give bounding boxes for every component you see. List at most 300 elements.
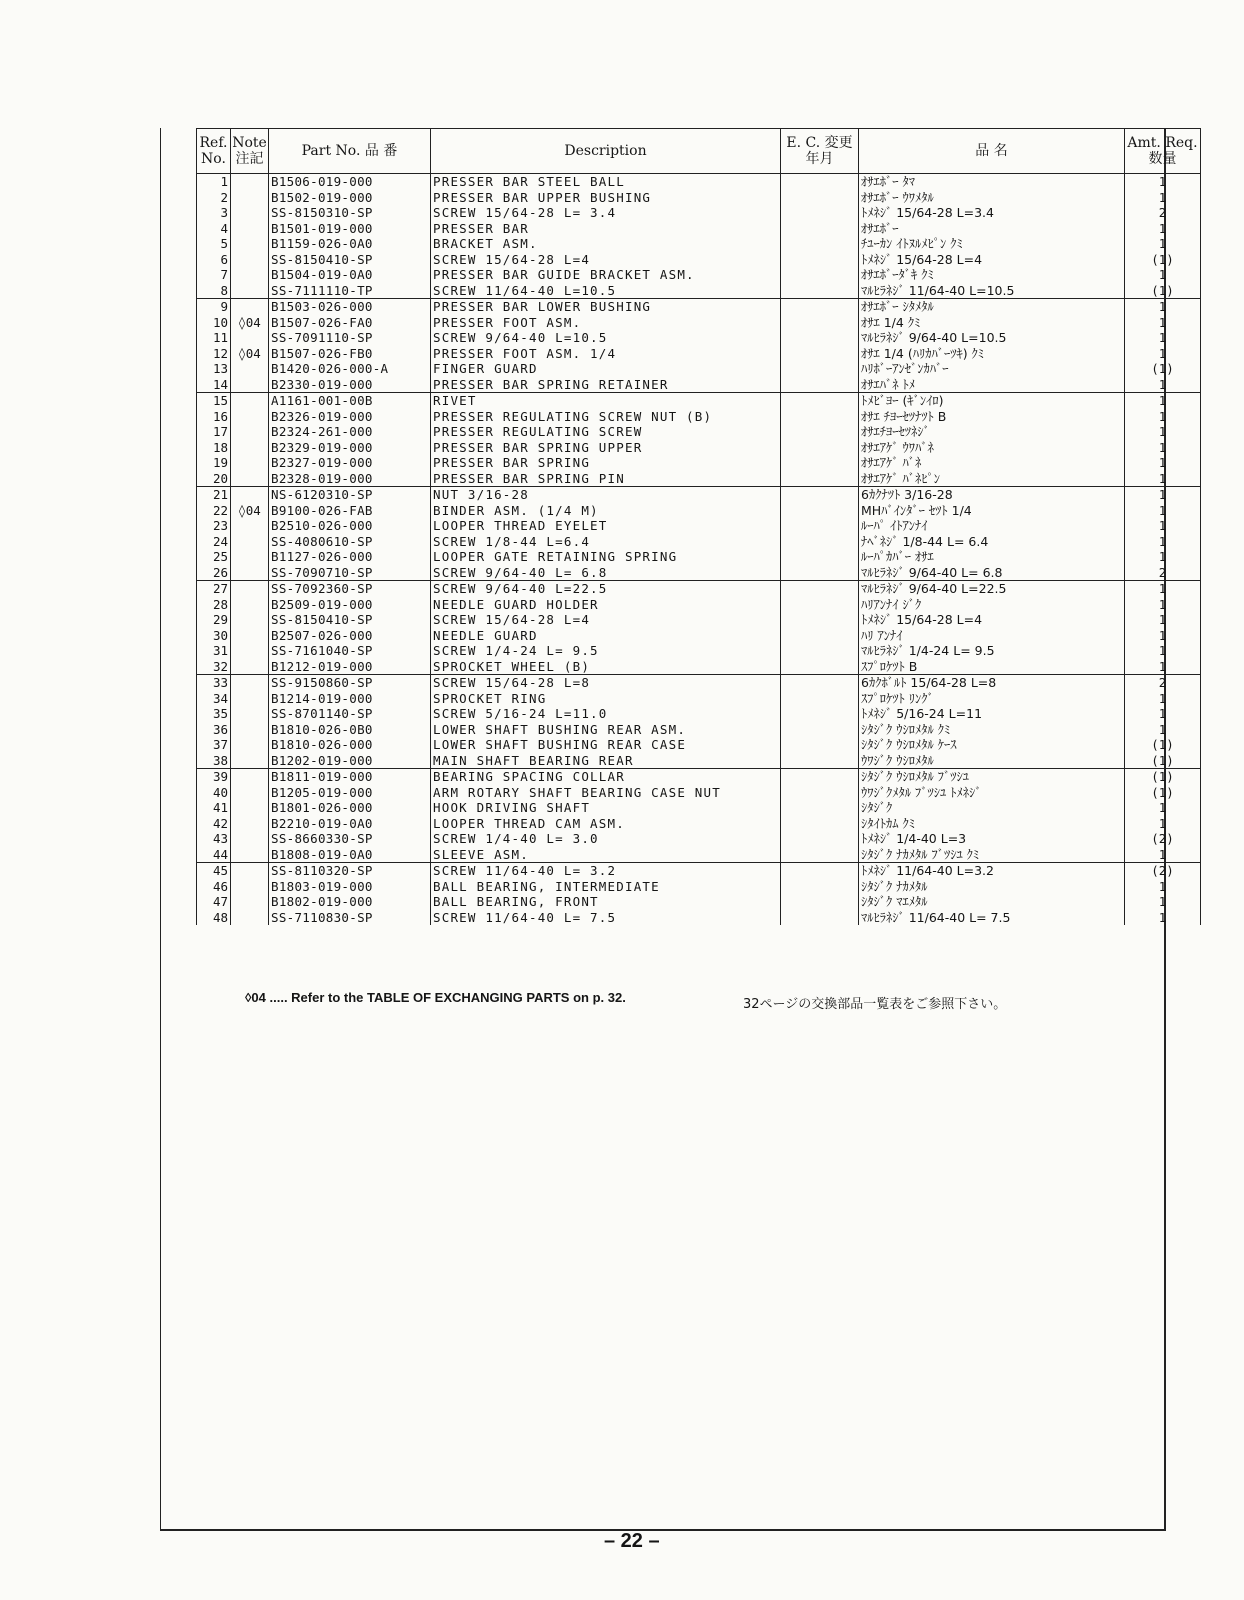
table-row — [197, 377, 1201, 393]
cell-part: B1159-026-0A0 — [269, 236, 431, 252]
cell-ec — [781, 800, 859, 816]
cell-ec — [781, 534, 859, 550]
cell-amt: 1 — [1125, 221, 1201, 237]
cell-jp: ｵｻｴﾊﾞﾈ ﾄﾒ — [859, 377, 1125, 393]
cell-note — [231, 299, 269, 315]
cell-jp: ｵｻｴｱｹﾞ ｳﾜﾊﾞﾈ — [859, 440, 1125, 456]
cell-amt: 1 — [1125, 691, 1201, 707]
cell-ref: 48 — [197, 910, 231, 926]
cell-ref: 15 — [197, 393, 231, 409]
cell-desc: ARM ROTARY SHAFT BEARING CASE NUT — [431, 785, 781, 801]
cell-part: B2329-019-000 — [269, 440, 431, 456]
table-row — [197, 847, 1201, 863]
cell-jp: ﾏﾙﾋﾗﾈｼﾞ 1/4-24 L= 9.5 — [859, 643, 1125, 659]
cell-jp: ﾄﾒﾋﾞﾖｰ (ｷﾞﾝｲﾛ) — [859, 393, 1125, 409]
cell-jp: ｼﾀｼﾞｸ ﾏｴﾒﾀﾙ — [859, 894, 1125, 910]
cell-desc: PRESSER BAR SPRING PIN — [431, 471, 781, 487]
cell-ref: 27 — [197, 581, 231, 597]
header-row — [197, 129, 1201, 174]
cell-ref: 24 — [197, 534, 231, 550]
cell-desc: SCREW 9/64-40 L=22.5 — [431, 581, 781, 597]
cell-desc: PRESSER BAR STEEL BALL — [431, 174, 781, 190]
cell-ref: 14 — [197, 377, 231, 393]
cell-ec — [781, 503, 859, 519]
cell-note: ◊04 — [231, 315, 269, 331]
cell-part: SS-9150860-SP — [269, 675, 431, 691]
cell-jp: ｵｻｴ ﾁﾖｰｾﾂﾅﾂﾄ B — [859, 409, 1125, 425]
cell-desc: BALL BEARING, FRONT — [431, 894, 781, 910]
cell-jp: ﾊﾘ ｱﾝﾅｲ — [859, 628, 1125, 644]
cell-desc: PRESSER REGULATING SCREW — [431, 424, 781, 440]
cell-amt: 1 — [1125, 455, 1201, 471]
cell-ec — [781, 628, 859, 644]
cell-amt: (1) — [1125, 252, 1201, 268]
cell-part: B1212-019-000 — [269, 659, 431, 675]
cell-amt: 1 — [1125, 581, 1201, 597]
cell-part: SS-8150410-SP — [269, 612, 431, 628]
cell-ref: 30 — [197, 628, 231, 644]
table-row — [197, 330, 1201, 346]
table-row — [197, 503, 1201, 519]
cell-ec — [781, 565, 859, 581]
cell-note — [231, 722, 269, 738]
cell-desc: BINDER ASM. (1/4 M) — [431, 503, 781, 519]
cell-desc: PRESSER BAR SPRING UPPER — [431, 440, 781, 456]
cell-desc: SCREW 11/64-40 L= 3.2 — [431, 863, 781, 879]
table-row — [197, 424, 1201, 440]
table-row — [197, 409, 1201, 425]
cell-jp: ﾁﾕｰｶﾝ ｲﾄﾇﾙﾒﾋﾟﾝ ｸﾐ — [859, 236, 1125, 252]
cell-ref: 37 — [197, 737, 231, 753]
footnote-japanese: 32ページの交換部品一覧表をご参照下さい。 — [743, 997, 1007, 1012]
header-japanese-name: 品 名 — [859, 129, 1125, 174]
cell-ec — [781, 753, 859, 769]
cell-ref: 20 — [197, 471, 231, 487]
cell-part: SS-7090710-SP — [269, 565, 431, 581]
cell-note — [231, 409, 269, 425]
table-row — [197, 346, 1201, 362]
cell-amt: 1 — [1125, 267, 1201, 283]
cell-desc: SPROCKET WHEEL (B) — [431, 659, 781, 675]
cell-note — [231, 267, 269, 283]
cell-note — [231, 831, 269, 847]
cell-ref: 22 — [197, 503, 231, 519]
cell-jp: ｼﾀｲﾄｶﾑ ｸﾐ — [859, 816, 1125, 832]
cell-amt: 1 — [1125, 612, 1201, 628]
cell-ec — [781, 612, 859, 628]
table-row — [197, 393, 1201, 409]
table-row — [197, 190, 1201, 206]
cell-ec — [781, 424, 859, 440]
cell-jp: ｼﾀｼﾞｸ ﾅｶﾒﾀﾙ ﾌﾞﾂｼﾕ ｸﾐ — [859, 847, 1125, 863]
cell-ref: 36 — [197, 722, 231, 738]
cell-note — [231, 597, 269, 613]
cell-note — [231, 643, 269, 659]
cell-ref: 13 — [197, 361, 231, 377]
table-row — [197, 236, 1201, 252]
cell-note — [231, 863, 269, 879]
cell-amt: 1 — [1125, 236, 1201, 252]
cell-jp: ｵｻｴﾎﾞｰﾀﾞｷ ｸﾐ — [859, 267, 1125, 283]
cell-ec — [781, 816, 859, 832]
table-row — [197, 628, 1201, 644]
cell-ec — [781, 879, 859, 895]
table-row — [197, 252, 1201, 268]
cell-ref: 41 — [197, 800, 231, 816]
cell-ref: 18 — [197, 440, 231, 456]
table-row — [197, 471, 1201, 487]
table-row — [197, 221, 1201, 237]
cell-amt: 2 — [1125, 205, 1201, 221]
cell-jp: ﾙｰﾊﾟ ｲﾄｱﾝﾅｲ — [859, 518, 1125, 534]
table-row — [197, 487, 1201, 503]
table-row — [197, 283, 1201, 299]
cell-amt: 2 — [1125, 565, 1201, 581]
cell-ec — [781, 863, 859, 879]
cell-desc: NEEDLE GUARD — [431, 628, 781, 644]
cell-amt: (1) — [1125, 785, 1201, 801]
cell-ec — [781, 659, 859, 675]
cell-ec — [781, 691, 859, 707]
cell-amt: 1 — [1125, 409, 1201, 425]
cell-note — [231, 753, 269, 769]
cell-amt: (1) — [1125, 737, 1201, 753]
cell-desc: PRESSER FOOT ASM. — [431, 315, 781, 331]
cell-part: B9100-026-FAB — [269, 503, 431, 519]
cell-note — [231, 628, 269, 644]
cell-jp: ﾄﾒﾈｼﾞ 15/64-28 L=4 — [859, 252, 1125, 268]
header-description: Description — [431, 129, 781, 174]
cell-desc: LOWER SHAFT BUSHING REAR CASE — [431, 737, 781, 753]
cell-desc: PRESSER BAR UPPER BUSHING — [431, 190, 781, 206]
cell-note — [231, 330, 269, 346]
cell-part: B1501-019-000 — [269, 221, 431, 237]
cell-part: B2330-019-000 — [269, 377, 431, 393]
cell-jp: ｼﾀｼﾞｸ — [859, 800, 1125, 816]
cell-amt: 1 — [1125, 549, 1201, 565]
cell-jp: ﾏﾙﾋﾗﾈｼﾞ 11/64-40 L=10.5 — [859, 283, 1125, 299]
cell-note — [231, 910, 269, 926]
footnote-english: ◊04 ..... Refer to the TABLE OF EXCHANGING PARTS on p. 32. — [245, 990, 626, 1005]
cell-amt: 1 — [1125, 706, 1201, 722]
cell-amt: 1 — [1125, 659, 1201, 675]
cell-amt: 1 — [1125, 377, 1201, 393]
cell-ref: 29 — [197, 612, 231, 628]
cell-amt: 1 — [1125, 800, 1201, 816]
cell-ec — [781, 440, 859, 456]
cell-ref: 17 — [197, 424, 231, 440]
cell-ref: 4 — [197, 221, 231, 237]
cell-part: B1802-019-000 — [269, 894, 431, 910]
cell-note — [231, 659, 269, 675]
cell-note — [231, 737, 269, 753]
cell-amt: 1 — [1125, 910, 1201, 926]
cell-part: B1801-026-000 — [269, 800, 431, 816]
cell-ec — [781, 847, 859, 863]
cell-part: B1127-026-000 — [269, 549, 431, 565]
table-row — [197, 737, 1201, 753]
cell-amt: 1 — [1125, 816, 1201, 832]
cell-note — [231, 894, 269, 910]
cell-amt: 1 — [1125, 424, 1201, 440]
cell-desc: PRESSER BAR — [431, 221, 781, 237]
cell-desc: SCREW 15/64-28 L= 3.4 — [431, 205, 781, 221]
cell-ref: 44 — [197, 847, 231, 863]
cell-part: B1214-019-000 — [269, 691, 431, 707]
cell-jp: ﾄﾒﾈｼﾞ 1/4-40 L=3 — [859, 831, 1125, 847]
cell-ec — [781, 737, 859, 753]
cell-note — [231, 706, 269, 722]
table-row — [197, 597, 1201, 613]
cell-ref: 5 — [197, 236, 231, 252]
cell-desc: SCREW 1/4-40 L= 3.0 — [431, 831, 781, 847]
cell-part: SS-8660330-SP — [269, 831, 431, 847]
cell-desc: SCREW 9/64-40 L=10.5 — [431, 330, 781, 346]
cell-note — [231, 847, 269, 863]
cell-desc: RIVET — [431, 393, 781, 409]
header-ec: E. C. 変更年月 — [781, 129, 859, 174]
cell-note — [231, 785, 269, 801]
table-row — [197, 894, 1201, 910]
cell-jp: ｼﾀｼﾞｸ ｳｼﾛﾒﾀﾙ ﾌﾞﾂｼﾕ — [859, 769, 1125, 785]
cell-ref: 10 — [197, 315, 231, 331]
cell-ec — [781, 377, 859, 393]
cell-note — [231, 377, 269, 393]
cell-amt: 1 — [1125, 847, 1201, 863]
cell-note — [231, 769, 269, 785]
cell-amt: 2 — [1125, 675, 1201, 691]
cell-jp: ﾏﾙﾋﾗﾈｼﾞ 11/64-40 L= 7.5 — [859, 910, 1125, 926]
cell-desc: NEEDLE GUARD HOLDER — [431, 597, 781, 613]
cell-ref: 16 — [197, 409, 231, 425]
table-row — [197, 361, 1201, 377]
cell-amt: 1 — [1125, 471, 1201, 487]
cell-ec — [781, 722, 859, 738]
cell-ref: 34 — [197, 691, 231, 707]
cell-jp: ｵｻｴｱｹﾞ ﾊﾞﾈ — [859, 455, 1125, 471]
cell-note — [231, 612, 269, 628]
cell-note — [231, 471, 269, 487]
cell-part: B1808-019-0A0 — [269, 847, 431, 863]
cell-part: B2509-019-000 — [269, 597, 431, 613]
cell-desc: PRESSER BAR SPRING — [431, 455, 781, 471]
cell-part: B2510-026-000 — [269, 518, 431, 534]
cell-part: B2328-019-000 — [269, 471, 431, 487]
cell-desc: BEARING SPACING COLLAR — [431, 769, 781, 785]
cell-jp: ｵｻｴﾎﾞｰ ｳﾜﾒﾀﾙ — [859, 190, 1125, 206]
cell-jp: ﾄﾒﾈｼﾞ 15/64-28 L=4 — [859, 612, 1125, 628]
cell-amt: 1 — [1125, 487, 1201, 503]
cell-ec — [781, 471, 859, 487]
cell-note — [231, 221, 269, 237]
cell-desc: BALL BEARING, INTERMEDIATE — [431, 879, 781, 895]
cell-part: SS-7092360-SP — [269, 581, 431, 597]
table-row — [197, 816, 1201, 832]
cell-desc: NUT 3/16-28 — [431, 487, 781, 503]
cell-ref: 40 — [197, 785, 231, 801]
cell-part: B1503-026-000 — [269, 299, 431, 315]
cell-amt: 1 — [1125, 174, 1201, 190]
cell-desc: SLEEVE ASM. — [431, 847, 781, 863]
cell-amt: (1) — [1125, 361, 1201, 377]
cell-amt: 1 — [1125, 393, 1201, 409]
cell-part: SS-7111110-TP — [269, 283, 431, 299]
header-part-no: Part No. 品 番 — [269, 129, 431, 174]
cell-ec — [781, 581, 859, 597]
cell-jp: ｼﾀｼﾞｸ ﾅｶﾒﾀﾙ — [859, 879, 1125, 895]
cell-ref: 32 — [197, 659, 231, 675]
cell-ref: 46 — [197, 879, 231, 895]
cell-ec — [781, 346, 859, 362]
cell-jp: ﾙｰﾊﾟｶﾊﾞｰ ｵｻｴ — [859, 549, 1125, 565]
cell-jp: ｵｻｴ 1/4 (ﾊﾘｶﾊﾞｰﾂｷ) ｸﾐ — [859, 346, 1125, 362]
cell-jp: ﾏﾙﾋﾗﾈｼﾞ 9/64-40 L=10.5 — [859, 330, 1125, 346]
cell-ec — [781, 894, 859, 910]
cell-ref: 43 — [197, 831, 231, 847]
cell-ec — [781, 487, 859, 503]
cell-note — [231, 455, 269, 471]
cell-note — [231, 174, 269, 190]
cell-note — [231, 393, 269, 409]
cell-jp: ﾏﾙﾋﾗﾈｼﾞ 9/64-40 L=22.5 — [859, 581, 1125, 597]
cell-jp: ﾄﾒﾈｼﾞ 11/64-40 L=3.2 — [859, 863, 1125, 879]
cell-ec — [781, 330, 859, 346]
cell-desc: SCREW 1/8-44 L=6.4 — [431, 534, 781, 550]
cell-jp: MHﾊﾞｲﾝﾀﾞｰ ｾﾂﾄ 1/4 — [859, 503, 1125, 519]
cell-ec — [781, 174, 859, 190]
table-row — [197, 534, 1201, 550]
header-ref: Ref. No. — [197, 129, 231, 174]
cell-amt: 1 — [1125, 643, 1201, 659]
cell-ec — [781, 252, 859, 268]
cell-ec — [781, 205, 859, 221]
cell-amt: 1 — [1125, 597, 1201, 613]
cell-amt: 1 — [1125, 330, 1201, 346]
cell-desc: SCREW 5/16-24 L=11.0 — [431, 706, 781, 722]
cell-desc: SCREW 15/64-28 L=4 — [431, 252, 781, 268]
cell-ref: 21 — [197, 487, 231, 503]
cell-jp: ｵｻｴﾎﾞｰ — [859, 221, 1125, 237]
cell-ec — [781, 769, 859, 785]
cell-jp: ｽﾌﾟﾛｹﾂﾄ B — [859, 659, 1125, 675]
table-row — [197, 315, 1201, 331]
cell-note — [231, 549, 269, 565]
cell-ref: 33 — [197, 675, 231, 691]
cell-ec — [781, 283, 859, 299]
cell-ref: 47 — [197, 894, 231, 910]
table-row — [197, 205, 1201, 221]
cell-desc: SPROCKET RING — [431, 691, 781, 707]
page-number: – 22 – — [604, 1530, 660, 1552]
cell-part: B1205-019-000 — [269, 785, 431, 801]
cell-jp: 6ｶｸﾎﾞﾙﾄ 15/64-28 L=8 — [859, 675, 1125, 691]
cell-note — [231, 879, 269, 895]
table-row — [197, 643, 1201, 659]
table-row — [197, 565, 1201, 581]
table-row — [197, 831, 1201, 847]
cell-jp: ｵｻｴﾎﾞｰ ﾀﾏ — [859, 174, 1125, 190]
cell-ec — [781, 393, 859, 409]
cell-jp: ｵｻｴｱｹﾞ ﾊﾞﾈﾋﾟﾝ — [859, 471, 1125, 487]
cell-amt: 1 — [1125, 722, 1201, 738]
cell-part: B1504-019-0A0 — [269, 267, 431, 283]
cell-jp: ﾊﾘﾎﾞｰｱﾝｾﾞﾝｶﾊﾞｰ — [859, 361, 1125, 377]
cell-desc: SCREW 1/4-24 L= 9.5 — [431, 643, 781, 659]
cell-ref: 7 — [197, 267, 231, 283]
cell-amt: (1) — [1125, 753, 1201, 769]
cell-ref: 12 — [197, 346, 231, 362]
cell-amt: 1 — [1125, 190, 1201, 206]
table-row — [197, 518, 1201, 534]
cell-ec — [781, 409, 859, 425]
cell-part: B1803-019-000 — [269, 879, 431, 895]
header-note: Note 注記 — [231, 129, 269, 174]
cell-part: B1506-019-000 — [269, 174, 431, 190]
cell-amt: 1 — [1125, 534, 1201, 550]
cell-ref: 38 — [197, 753, 231, 769]
cell-note: ◊04 — [231, 346, 269, 362]
cell-ref: 23 — [197, 518, 231, 534]
cell-jp: ﾄﾒﾈｼﾞ 15/64-28 L=3.4 — [859, 205, 1125, 221]
cell-ref: 25 — [197, 549, 231, 565]
cell-ec — [781, 518, 859, 534]
cell-ref: 1 — [197, 174, 231, 190]
cell-note — [231, 236, 269, 252]
cell-part: B1810-026-000 — [269, 737, 431, 753]
cell-jp: ｳﾜｼﾞｸ ｳｼﾛﾒﾀﾙ — [859, 753, 1125, 769]
cell-note — [231, 424, 269, 440]
cell-desc: HOOK DRIVING SHAFT — [431, 800, 781, 816]
cell-desc: FINGER GUARD — [431, 361, 781, 377]
cell-note — [231, 205, 269, 221]
cell-amt: (1) — [1125, 769, 1201, 785]
cell-part: SS-8150310-SP — [269, 205, 431, 221]
cell-jp: ｵｻｴﾎﾞｰ ｼﾀﾒﾀﾙ — [859, 299, 1125, 315]
cell-ref: 39 — [197, 769, 231, 785]
cell-desc: PRESSER REGULATING SCREW NUT (B) — [431, 409, 781, 425]
cell-jp: ｳﾜｼﾞｸﾒﾀﾙ ﾌﾞﾂｼﾕ ﾄﾒﾈｼﾞ — [859, 785, 1125, 801]
cell-part: SS-7161040-SP — [269, 643, 431, 659]
table-row — [197, 769, 1201, 785]
cell-amt: 1 — [1125, 440, 1201, 456]
table-row — [197, 612, 1201, 628]
cell-ec — [781, 299, 859, 315]
table-row — [197, 879, 1201, 895]
cell-note — [231, 691, 269, 707]
cell-part: B1507-026-FB0 — [269, 346, 431, 362]
cell-jp: ﾊﾘｱﾝﾅｲ ｼﾞｸ — [859, 597, 1125, 613]
cell-part: B1811-019-000 — [269, 769, 431, 785]
header-amount: Amt. Req. 数量 — [1125, 129, 1201, 174]
cell-note — [231, 565, 269, 581]
cell-desc: LOWER SHAFT BUSHING REAR ASM. — [431, 722, 781, 738]
cell-amt: 1 — [1125, 894, 1201, 910]
cell-ref: 2 — [197, 190, 231, 206]
cell-ec — [781, 706, 859, 722]
cell-part: B1507-026-FA0 — [269, 315, 431, 331]
cell-part: B2507-026-000 — [269, 628, 431, 644]
cell-part: A1161-001-00B — [269, 393, 431, 409]
table-row — [197, 706, 1201, 722]
parts-table — [196, 128, 1201, 925]
cell-desc: PRESSER FOOT ASM. 1/4 — [431, 346, 781, 362]
cell-part: SS-7091110-SP — [269, 330, 431, 346]
cell-jp: ｽﾌﾟﾛｹﾂﾄ ﾘﾝｸﾞ — [859, 691, 1125, 707]
cell-note — [231, 252, 269, 268]
cell-note — [231, 518, 269, 534]
cell-part: B2210-019-0A0 — [269, 816, 431, 832]
cell-desc: PRESSER BAR GUIDE BRACKET ASM. — [431, 267, 781, 283]
